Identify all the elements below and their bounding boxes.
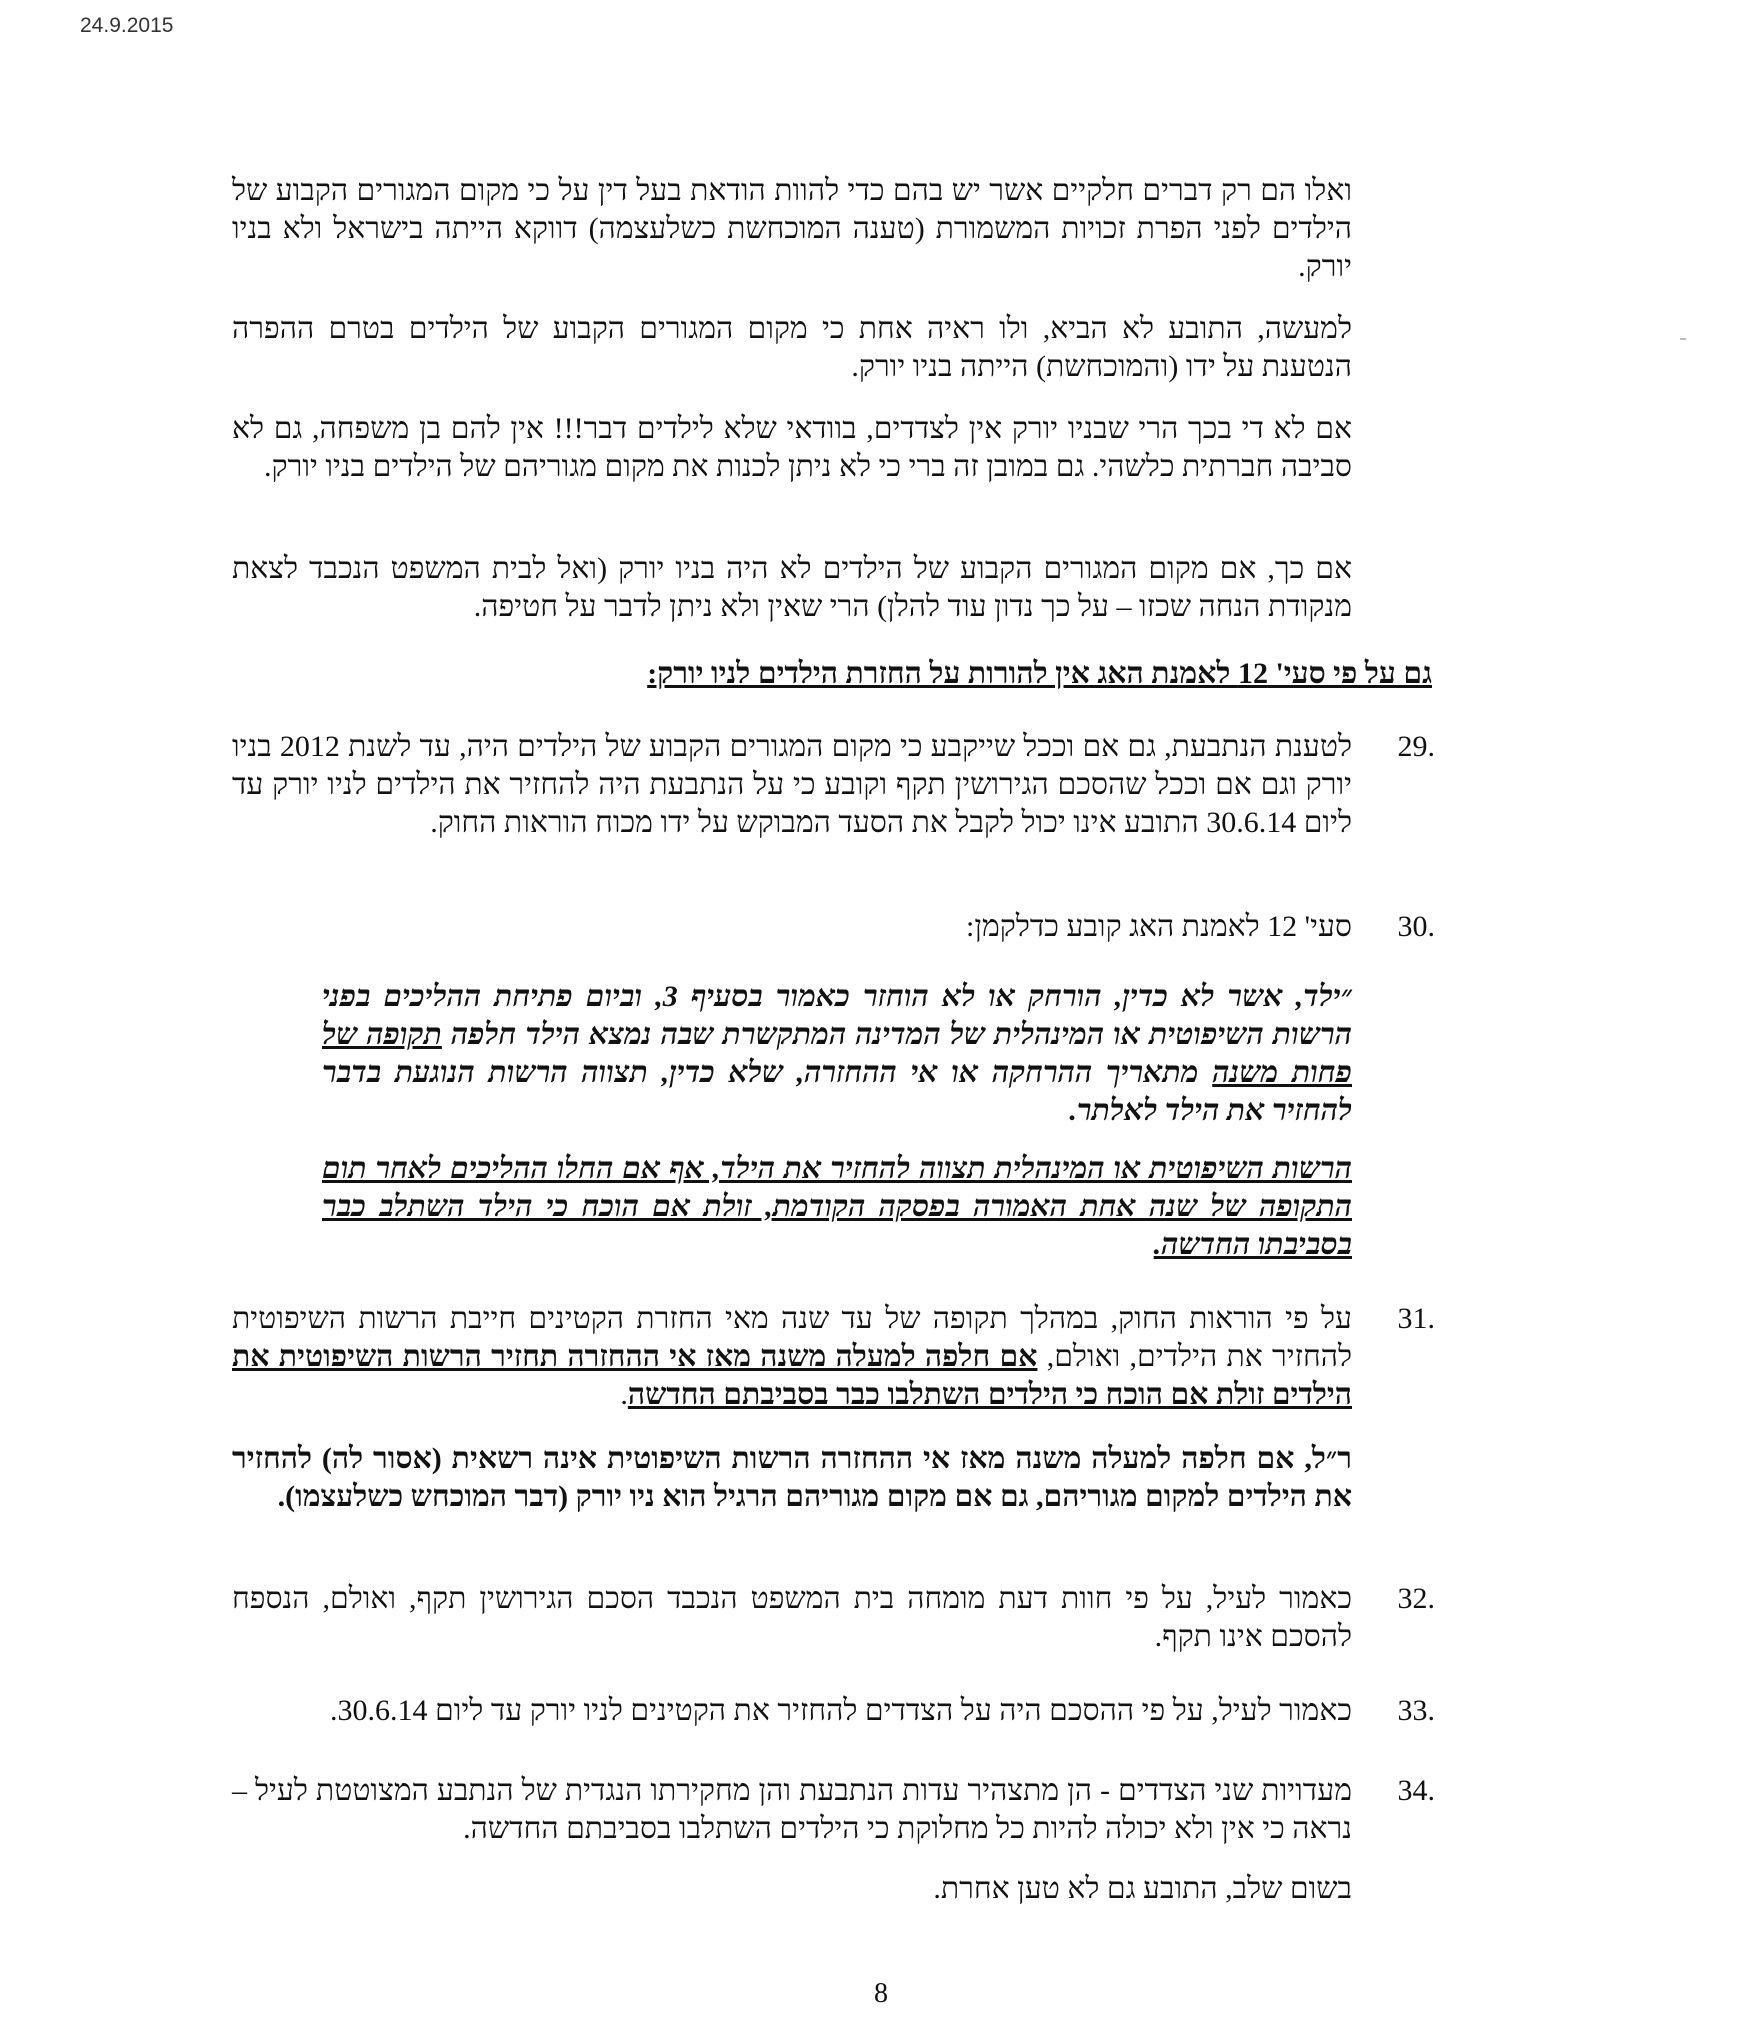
paragraph-31	[232, 1300, 1352, 1414]
paragraph-29: לטענת הנתבעת, גם אם וככל שייקבע כי מקום המגורים הקבוע של הילדים היה, עד לשנת 2012 בניו יורק וגם אם וככל שהסכם הגירושין תקף וקובע כי על הנתבעת היה להחזיר את הילדים לניו יורק עד ליום 30.6.14 התובע אינו יכול לקבל את הסעד המבוקש על ידו מכוח הוראות החוק.	[232, 730, 1352, 839]
paragraph-31-end: .	[620, 1378, 628, 1411]
quote-paragraph-2: הרשות השיפוטית או המינהלית תצווה להחזיר את הילד, אף אם החלו ההליכים לאחר תום התקופה של שנה אחת האמורה בפסקה הקודמת, זולת אם הוכח כי הילד השתלב כבר בסביבתו החדשה.	[322, 1152, 1352, 1261]
print-date: 24.9.2015	[80, 14, 174, 37]
quote-paragraph-1	[322, 978, 1352, 1130]
paragraph-number-34: .34	[1397, 1774, 1435, 1807]
paragraph-30: סעי' 12 לאמנת האג קובע כדלקמן:	[966, 910, 1352, 943]
paragraph-31-part-a: על פי הוראות החוק, במהלך תקופה של עד שנה מאי החזרת הקטינים חייבת הרשות השיפוטית להחזיר את הילדים, ואולם,	[232, 1302, 1353, 1373]
paragraph-number-29: .29	[1397, 730, 1435, 763]
intro-paragraph-2: למעשה, התובע לא הביא, ולו ראיה אחת כי מקום המגורים הקבוע של הילדים בטרם ההפרה הנטענת על ידו (והמוכחשת) הייתה בניו יורק.	[232, 312, 1352, 383]
quote-1-underlined: תקופה של פחות משנה	[322, 1018, 1352, 1089]
paragraph-number-30: .30	[1397, 910, 1435, 943]
paragraph-31-clarification: ר״ל, אם חלפה למעלה משנה מאז אי ההחזרה הרשות השיפוטית אינה רשאית (אסור לה) להחזיר את הילדים למקום מגוריהם, גם אם מקום מגוריהם הרגיל הוא ניו יורק (דבר המוכחש כשלעצמו).	[232, 1442, 1352, 1513]
paragraph-32: כאמור לעיל, על פי חוות דעת מומחה בית המשפט הנכבד הסכם הגירושין תקף, ואולם, הנספח להסכם אינו תקף.	[232, 1582, 1352, 1653]
paragraph-number-33: .33	[1397, 1694, 1435, 1727]
intro-paragraph-4: אם כך, אם מקום המגורים הקבוע של הילדים לא היה בניו יורק (ואל לבית המשפט הנכבד לצאת מנקודת הנחה שכזו – על כך נדון עוד להלן) הרי שאין ולא ניתן לדבר על חטיפה.	[232, 552, 1352, 623]
paragraph-31-underlined: אם חלפה למעלה משנה מאז אי ההחזרה תחזיר הרשות השיפוטית את הילדים זולת אם הוכח כי הילדים השתלבו כבר בסביבתם החדשה	[232, 1340, 1352, 1411]
section-heading: גם על פי סעי' 12 לאמנת האג אין להורות על החזרת הילדים לניו יורק:	[647, 657, 1432, 690]
paragraph-33: כאמור לעיל, על פי ההסכם היה על הצדדים להחזיר את הקטינים לניו יורק עד ליום 30.6.14.	[330, 1694, 1352, 1727]
intro-paragraph-1: ואלו הם רק דברים חלקיים אשר יש בהם כדי להוות הודאת בעל דין על כי מקום המגורים הקבוע של הילדים לפני הפרת זכויות המשמורת (טענה המוכחשת כשלעצמה) דווקא הייתה בישראל ולא בניו יורק.	[232, 174, 1352, 283]
paragraph-34: מעדויות שני הצדדים - הן מתצהיר עדות הנתבעת והן מחקירתו הנגדית של הנתבע המצוטטת לעיל – נראה כי אין ולא יכולה להיות כל מחלוקת כי הילדים השתלבו בסביבתם החדשה.	[232, 1774, 1352, 1845]
page-number: 8	[874, 1978, 888, 2009]
paragraph-number-32: .32	[1397, 1582, 1435, 1615]
intro-paragraph-3: אם לא די בכך הרי שבניו יורק אין לצדדים, בוודאי שלא לילדים דבר!!! אין להם בן משפחה, גם לא סביבה חברתית כלשהי. גם במובן זה ברי כי לא ניתן לכנות את מקום מגוריהם של הילדים בניו יורק.	[232, 412, 1352, 483]
quote-1-part-b: מתאריך ההרחקה או אי ההחזרה, שלא כדין, תצווה הרשות הנוגעת בדבר להחזיר את הילד לאלתר.	[322, 1056, 1352, 1127]
paragraph-34-closing: בשום שלב, התובע גם לא טען אחרת.	[933, 1872, 1352, 1905]
quote-1-part-a: ״ילד, אשר לא כדין, הורחק או לא הוחזר כאמור בסעיף 3, וביום פתיחת ההליכים בפני הרשות השיפוטית או המינהלית של המדינה המתקשרת שבה נמצא הילד חלפה	[322, 980, 1352, 1051]
paragraph-number-31: .31	[1397, 1302, 1435, 1335]
scan-mark	[1680, 338, 1686, 340]
